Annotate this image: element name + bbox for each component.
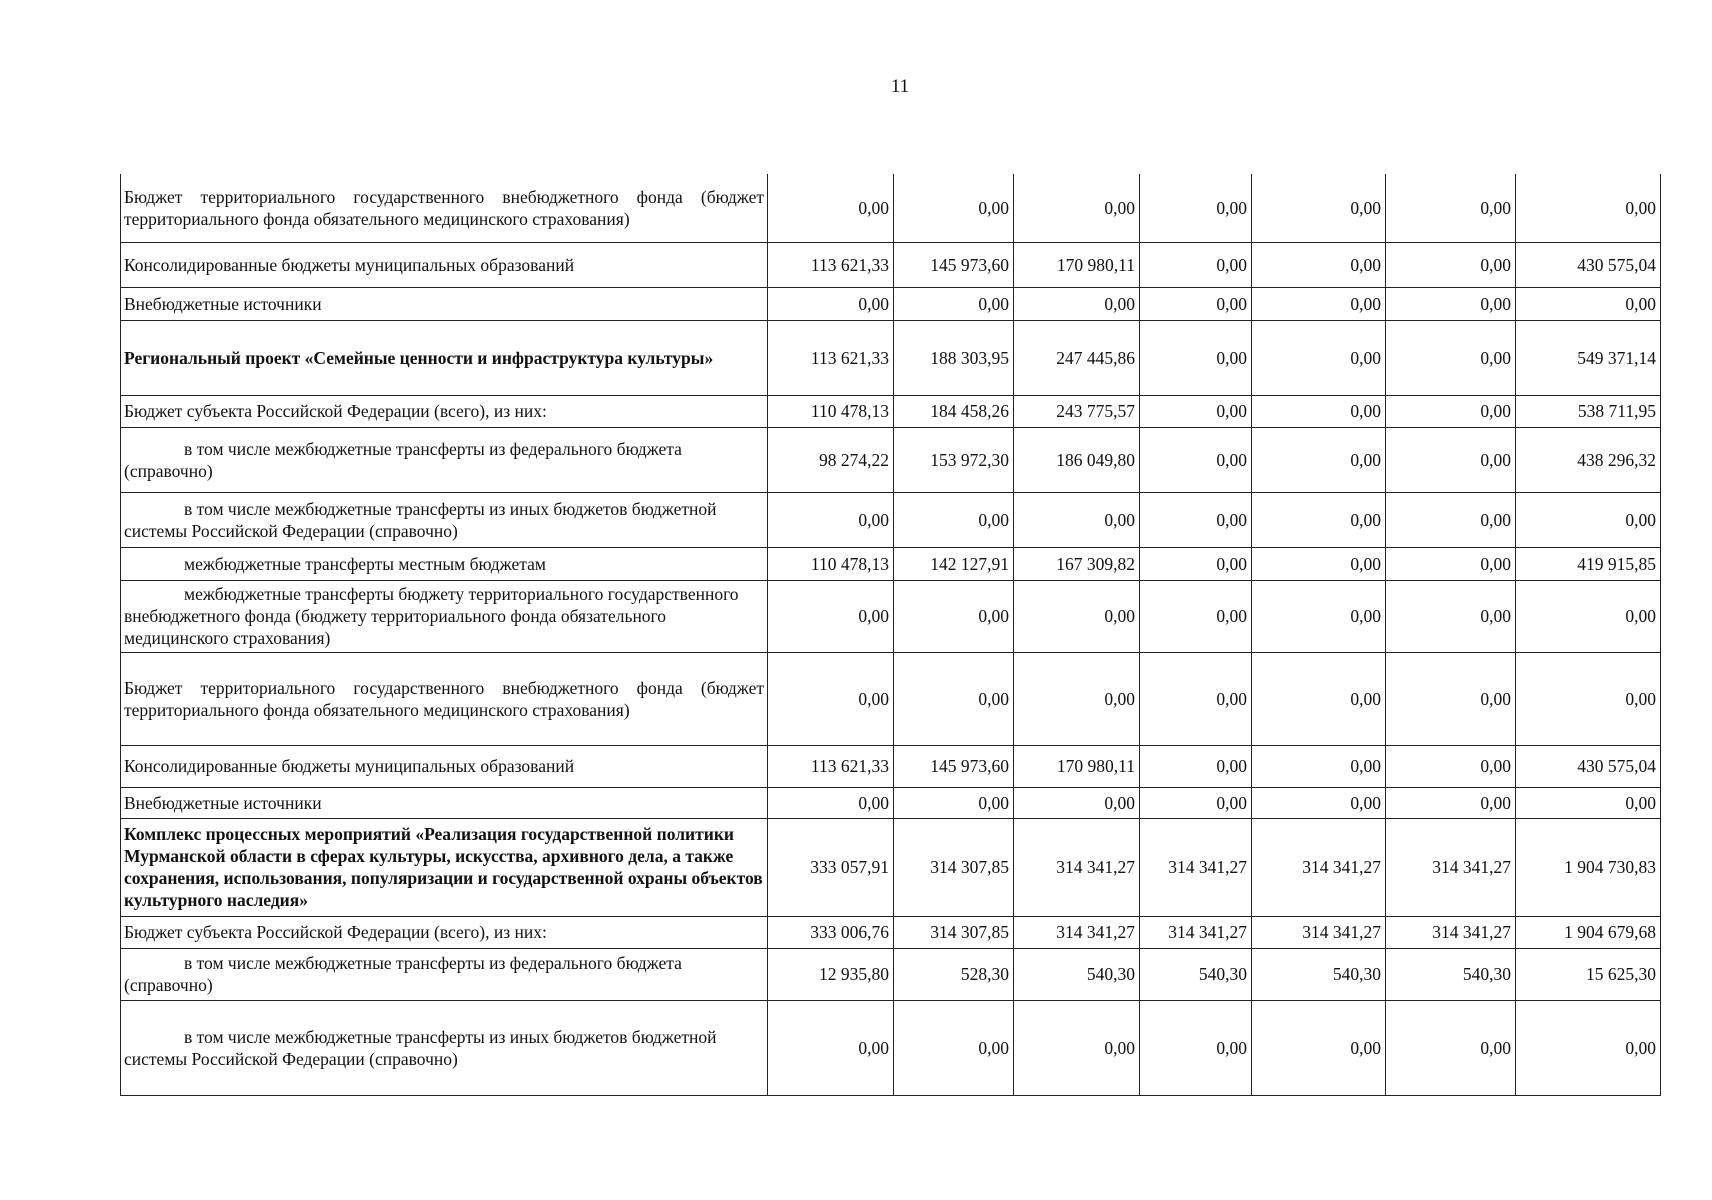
- row-label: Консолидированные бюджеты муниципальных образований: [121, 242, 768, 287]
- value-cell: 0,00: [1014, 287, 1140, 320]
- value-cell: 0,00: [1252, 287, 1386, 320]
- table-row: [121, 320, 1661, 395]
- value-cell: 540,30: [1140, 948, 1252, 1000]
- table-row: [121, 818, 1661, 916]
- value-cell: 0,00: [1386, 287, 1516, 320]
- value-cell: 0,00: [1252, 242, 1386, 287]
- total-cell: 438 296,32: [1516, 427, 1661, 492]
- value-cell: 0,00: [1140, 652, 1252, 745]
- value-cell: 314 341,27: [1140, 818, 1252, 916]
- value-cell: 145 973,60: [894, 745, 1014, 787]
- value-cell: 314 341,27: [1252, 916, 1386, 948]
- total-cell: 549 371,14: [1516, 320, 1661, 395]
- table-row: [121, 652, 1661, 745]
- value-cell: 0,00: [1140, 492, 1252, 547]
- value-cell: 0,00: [894, 174, 1014, 242]
- total-cell: 538 711,95: [1516, 395, 1661, 427]
- row-label: в том числе межбюджетные трансферты из федерального бюджета (справочно): [121, 948, 768, 1000]
- value-cell: 113 621,33: [768, 745, 894, 787]
- total-cell: 0,00: [1516, 174, 1661, 242]
- value-cell: 0,00: [1140, 547, 1252, 580]
- total-cell: 0,00: [1516, 787, 1661, 818]
- value-cell: 0,00: [1014, 652, 1140, 745]
- total-cell: 1 904 730,83: [1516, 818, 1661, 916]
- total-cell: 419 915,85: [1516, 547, 1661, 580]
- total-cell: 0,00: [1516, 652, 1661, 745]
- table-row: [121, 242, 1661, 287]
- value-cell: 314 307,85: [894, 818, 1014, 916]
- value-cell: 314 341,27: [1386, 916, 1516, 948]
- value-cell: 145 973,60: [894, 242, 1014, 287]
- table-row: [121, 427, 1661, 492]
- value-cell: 0,00: [1252, 1000, 1386, 1095]
- value-cell: 110 478,13: [768, 395, 894, 427]
- value-cell: 0,00: [1386, 1000, 1516, 1095]
- value-cell: 0,00: [768, 580, 894, 652]
- value-cell: 186 049,80: [1014, 427, 1140, 492]
- value-cell: 0,00: [1252, 652, 1386, 745]
- row-label: межбюджетные трансферты бюджету территориального государственного внебюджетного фонда (бюджету территориального фонда обязательного медицинского страхования): [121, 580, 768, 652]
- row-label: в том числе межбюджетные трансферты из федерального бюджета (справочно): [121, 427, 768, 492]
- value-cell: 0,00: [768, 1000, 894, 1095]
- value-cell: 314 341,27: [1140, 916, 1252, 948]
- total-cell: 430 575,04: [1516, 745, 1661, 787]
- value-cell: 0,00: [894, 787, 1014, 818]
- value-cell: 0,00: [1140, 395, 1252, 427]
- value-cell: 333 006,76: [768, 916, 894, 948]
- value-cell: 243 775,57: [1014, 395, 1140, 427]
- total-cell: 15 625,30: [1516, 948, 1661, 1000]
- value-cell: 0,00: [1140, 427, 1252, 492]
- table-row: [121, 287, 1661, 320]
- value-cell: 0,00: [1252, 492, 1386, 547]
- row-label: Внебюджетные источники: [121, 787, 768, 818]
- value-cell: 0,00: [1140, 580, 1252, 652]
- value-cell: 0,00: [1386, 320, 1516, 395]
- value-cell: 98 274,22: [768, 427, 894, 492]
- value-cell: 247 445,86: [1014, 320, 1140, 395]
- table-row: [121, 948, 1661, 1000]
- table-row: [121, 492, 1661, 547]
- table-row: [121, 174, 1661, 242]
- table-row: [121, 745, 1661, 787]
- value-cell: 0,00: [1014, 1000, 1140, 1095]
- value-cell: 170 980,11: [1014, 745, 1140, 787]
- value-cell: 188 303,95: [894, 320, 1014, 395]
- value-cell: 167 309,82: [1014, 547, 1140, 580]
- value-cell: 0,00: [1252, 320, 1386, 395]
- value-cell: 540,30: [1014, 948, 1140, 1000]
- total-cell: 0,00: [1516, 492, 1661, 547]
- row-label: в том числе межбюджетные трансферты из иных бюджетов бюджетной системы Российской Федерации (справочно): [121, 1000, 768, 1095]
- value-cell: 314 341,27: [1014, 916, 1140, 948]
- value-cell: 0,00: [1386, 242, 1516, 287]
- value-cell: 12 935,80: [768, 948, 894, 1000]
- value-cell: 314 341,27: [1014, 818, 1140, 916]
- value-cell: 0,00: [894, 492, 1014, 547]
- row-label: Внебюджетные источники: [121, 287, 768, 320]
- value-cell: 184 458,26: [894, 395, 1014, 427]
- total-cell: 430 575,04: [1516, 242, 1661, 287]
- value-cell: 0,00: [1252, 427, 1386, 492]
- value-cell: 0,00: [1014, 492, 1140, 547]
- page-number: 11: [890, 76, 910, 97]
- row-label: Бюджет территориального государственного внебюджетного фонда (бюджет территориального фонда обязательного медицинского страхования): [121, 652, 768, 745]
- value-cell: 0,00: [1252, 787, 1386, 818]
- row-label: Бюджет субъекта Российской Федерации (всего), из них:: [121, 916, 768, 948]
- value-cell: 0,00: [1140, 287, 1252, 320]
- value-cell: 142 127,91: [894, 547, 1014, 580]
- value-cell: 314 341,27: [1252, 818, 1386, 916]
- value-cell: 0,00: [1386, 787, 1516, 818]
- section-heading: Комплекс процессных мероприятий «Реализация государственной политики Мурманской области в сферах культуры, искусства, архивного дела, а также сохранения, использования, популяризации и государственной охраны объектов культурного наследия»: [121, 818, 768, 916]
- total-cell: 0,00: [1516, 287, 1661, 320]
- value-cell: 0,00: [1252, 395, 1386, 427]
- value-cell: 153 972,30: [894, 427, 1014, 492]
- value-cell: 0,00: [1014, 580, 1140, 652]
- table-row: [121, 547, 1661, 580]
- value-cell: 0,00: [768, 287, 894, 320]
- value-cell: 540,30: [1386, 948, 1516, 1000]
- section-heading: Региональный проект «Семейные ценности и инфраструктура культуры»: [121, 320, 768, 395]
- value-cell: 0,00: [1386, 174, 1516, 242]
- value-cell: 333 057,91: [768, 818, 894, 916]
- value-cell: 0,00: [1140, 174, 1252, 242]
- value-cell: 0,00: [894, 287, 1014, 320]
- value-cell: 528,30: [894, 948, 1014, 1000]
- row-label: Бюджет субъекта Российской Федерации (всего), из них:: [121, 395, 768, 427]
- table-row: [121, 916, 1661, 948]
- value-cell: 113 621,33: [768, 242, 894, 287]
- table-row: [121, 1000, 1661, 1095]
- value-cell: 0,00: [768, 652, 894, 745]
- value-cell: 170 980,11: [1014, 242, 1140, 287]
- value-cell: 0,00: [1252, 547, 1386, 580]
- value-cell: 314 307,85: [894, 916, 1014, 948]
- value-cell: 0,00: [894, 652, 1014, 745]
- table-row: [121, 580, 1661, 652]
- value-cell: 0,00: [1252, 174, 1386, 242]
- total-cell: 1 904 679,68: [1516, 916, 1661, 948]
- value-cell: 0,00: [1386, 395, 1516, 427]
- value-cell: 0,00: [1386, 492, 1516, 547]
- value-cell: 314 341,27: [1386, 818, 1516, 916]
- row-label: Консолидированные бюджеты муниципальных образований: [121, 745, 768, 787]
- value-cell: 0,00: [1140, 787, 1252, 818]
- value-cell: 0,00: [894, 580, 1014, 652]
- value-cell: 0,00: [1386, 580, 1516, 652]
- row-label: межбюджетные трансферты местным бюджетам: [121, 547, 768, 580]
- value-cell: 0,00: [1386, 652, 1516, 745]
- value-cell: 113 621,33: [768, 320, 894, 395]
- value-cell: 0,00: [1014, 174, 1140, 242]
- value-cell: 0,00: [894, 1000, 1014, 1095]
- value-cell: 0,00: [1140, 320, 1252, 395]
- value-cell: 0,00: [1386, 547, 1516, 580]
- row-label: в том числе межбюджетные трансферты из иных бюджетов бюджетной системы Российской Федерации (справочно): [121, 492, 768, 547]
- value-cell: 0,00: [1140, 745, 1252, 787]
- value-cell: 0,00: [1386, 745, 1516, 787]
- table-row: [121, 787, 1661, 818]
- value-cell: 110 478,13: [768, 547, 894, 580]
- value-cell: 0,00: [1140, 1000, 1252, 1095]
- value-cell: 0,00: [1386, 427, 1516, 492]
- budget-table: [120, 174, 1661, 1096]
- value-cell: 0,00: [1252, 580, 1386, 652]
- total-cell: 0,00: [1516, 1000, 1661, 1095]
- total-cell: 0,00: [1516, 580, 1661, 652]
- value-cell: 0,00: [768, 492, 894, 547]
- value-cell: 0,00: [1140, 242, 1252, 287]
- value-cell: 0,00: [1252, 745, 1386, 787]
- value-cell: 0,00: [1014, 787, 1140, 818]
- table-row: [121, 395, 1661, 427]
- value-cell: 540,30: [1252, 948, 1386, 1000]
- row-label: Бюджет территориального государственного внебюджетного фонда (бюджет территориального фонда обязательного медицинского страхования): [121, 174, 768, 242]
- value-cell: 0,00: [768, 174, 894, 242]
- value-cell: 0,00: [768, 787, 894, 818]
